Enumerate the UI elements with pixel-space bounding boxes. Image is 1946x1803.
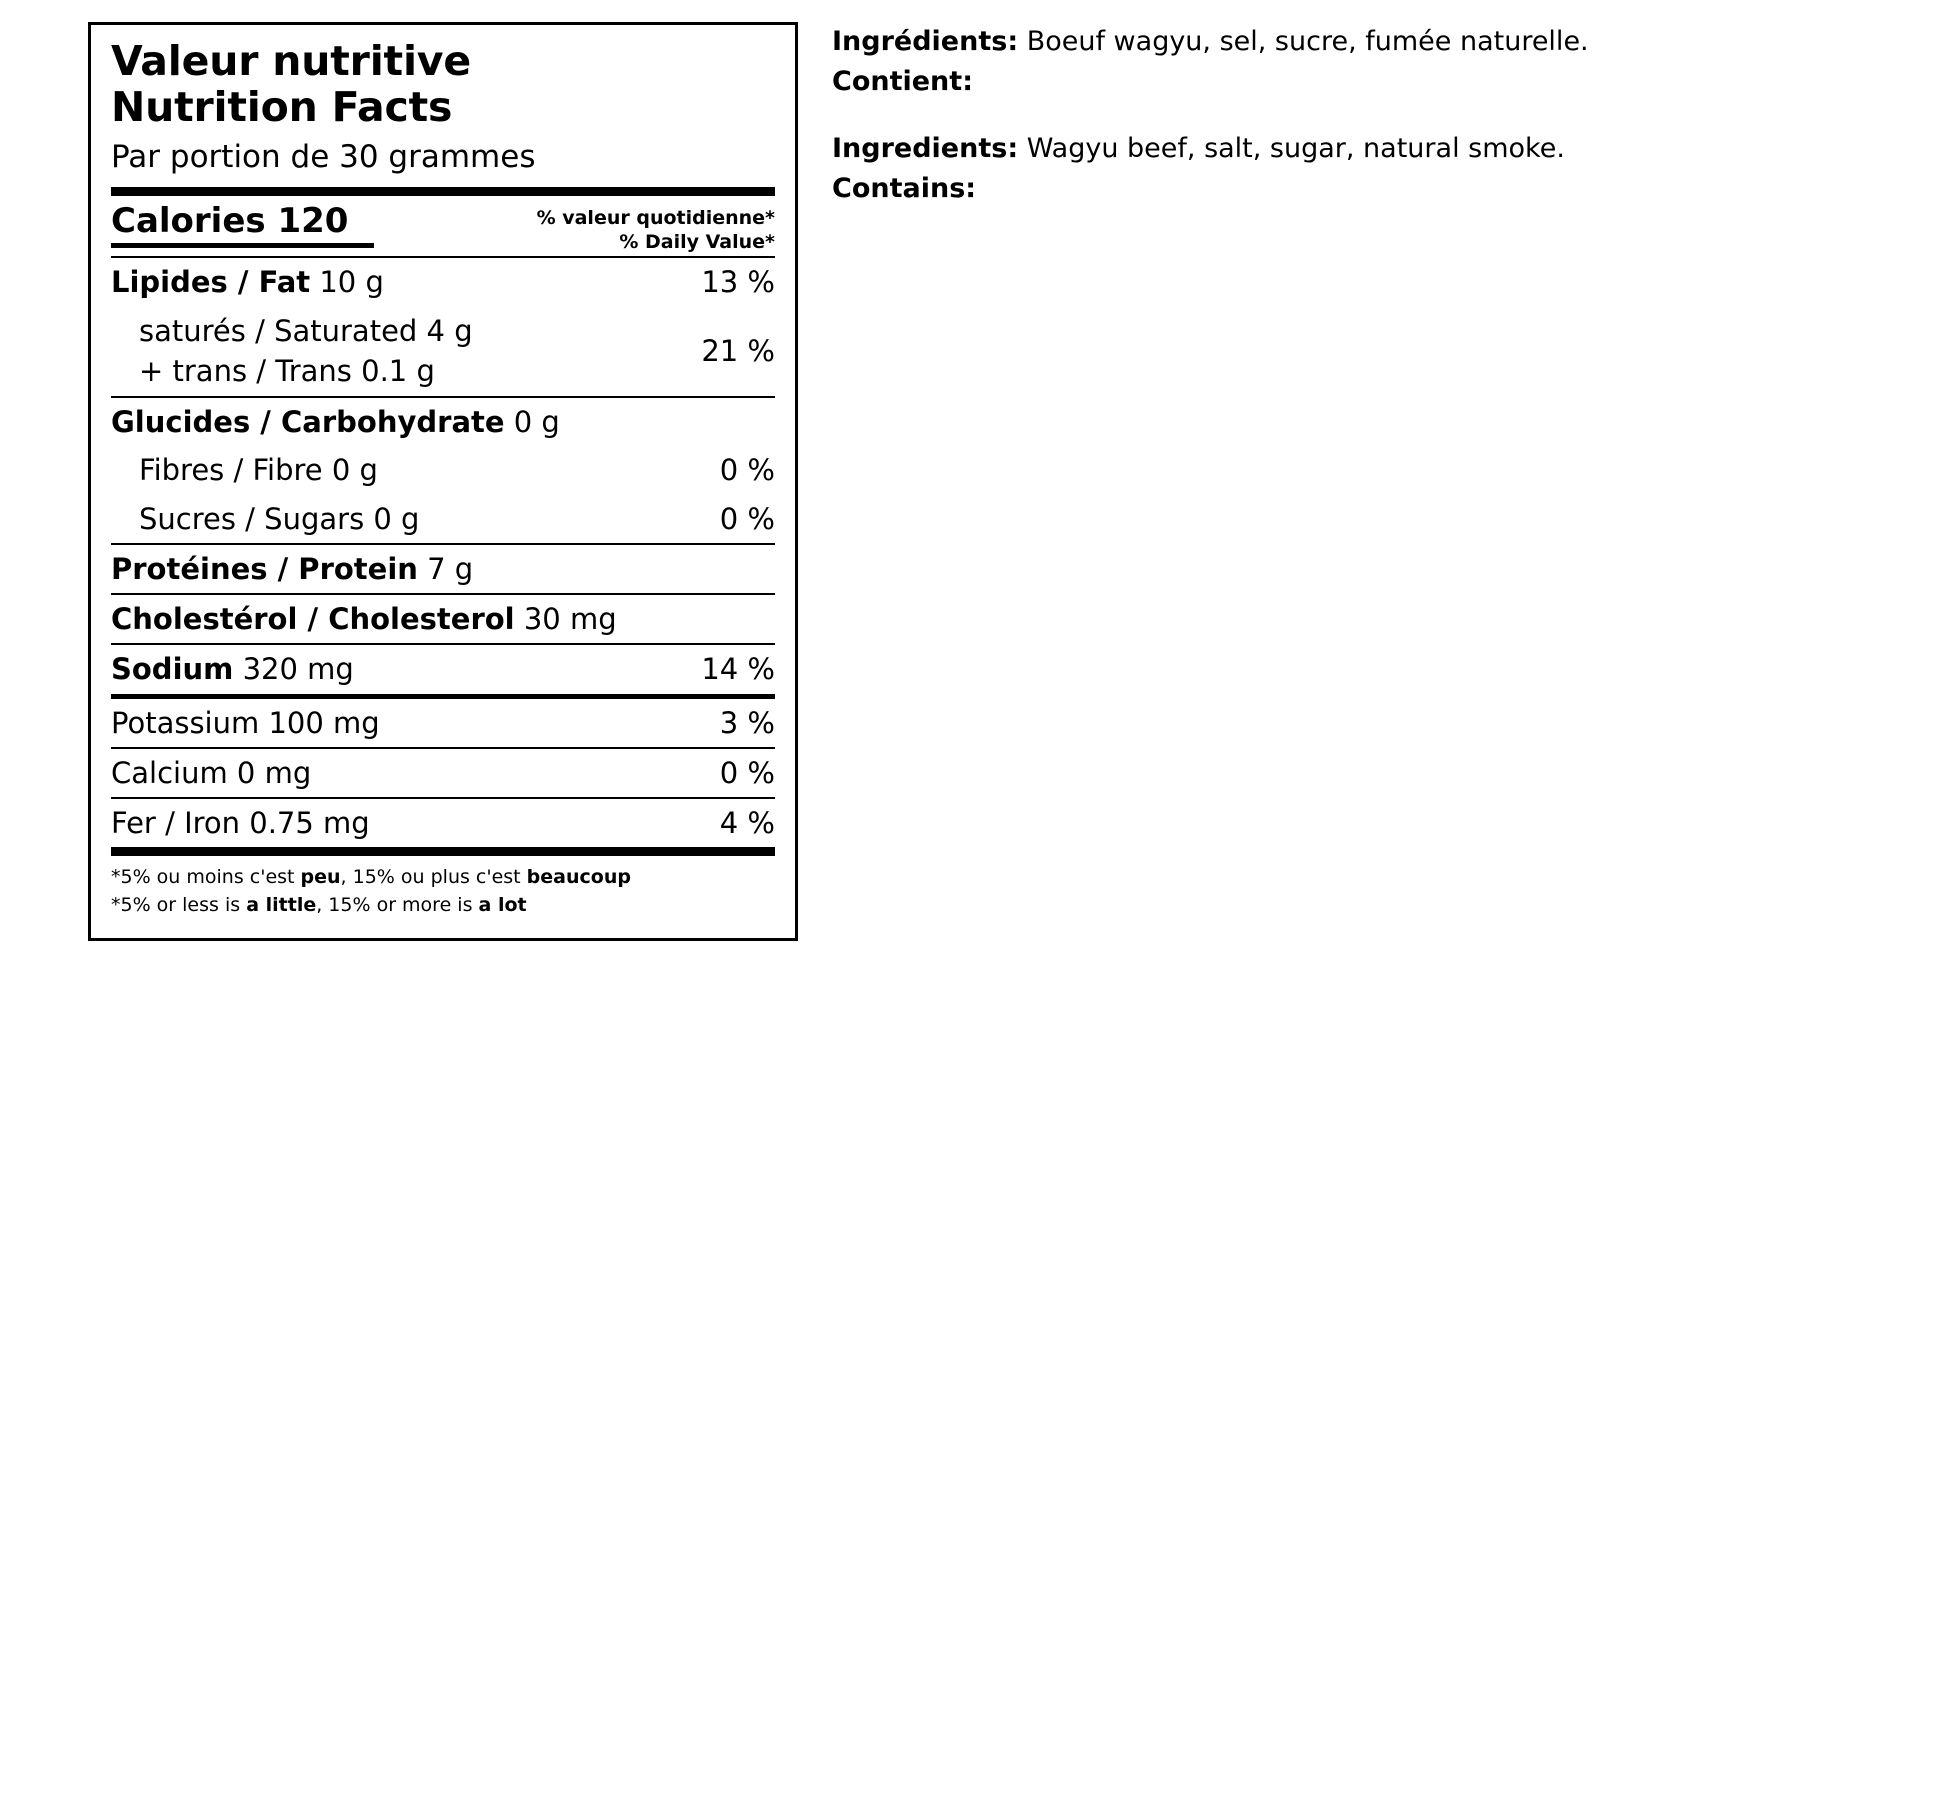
protein-label: Protéines / Protein — [111, 551, 418, 586]
footnote-fr-beaucoup: beaucoup — [526, 866, 631, 889]
table-row-iron — [111, 799, 775, 847]
iron-dv: 4 % — [719, 806, 775, 841]
nutrition-title-en: Nutrition Facts — [111, 82, 453, 131]
ingredients-en-text: Wagyu beef, salt, sugar, natural smoke. — [1018, 132, 1565, 164]
footnote-en-a-little: a little — [246, 894, 317, 917]
carbohydrate-amount: 0 g — [504, 405, 560, 440]
fibre-dv: 0 % — [719, 453, 775, 488]
contains-en-label: Contains: — [832, 172, 977, 204]
footnote-fr-part2: , 15% ou plus c'est — [340, 866, 527, 889]
table-row-cholesterol — [111, 595, 775, 643]
ingredients-fr-line — [832, 22, 1852, 62]
daily-value-header — [537, 202, 775, 255]
sugars-label: Sucres / Sugars 0 g — [139, 501, 420, 536]
cholesterol-label: Cholestérol / Cholesterol — [111, 602, 515, 637]
daily-value-header-en: % Daily Value* — [619, 230, 775, 253]
ingredients-fr-text: Boeuf wagyu, sel, sucre, fumée naturelle. — [1018, 26, 1589, 57]
footnote-en-a-lot: a lot — [478, 894, 527, 917]
fat-label: Lipides / Fat — [111, 265, 311, 300]
table-row-fat — [111, 258, 775, 306]
ingredients-block — [832, 22, 1852, 209]
footnote-en — [111, 892, 775, 920]
sodium-dv: 14 % — [701, 652, 775, 687]
table-row-sugars — [111, 495, 775, 543]
fat-amount: 10 g — [310, 265, 384, 300]
table-row-carbohydrate — [111, 398, 775, 446]
divider-thick-bottom — [111, 847, 775, 856]
calcium-label: Calcium 0 mg — [111, 755, 312, 790]
sugars-dv: 0 % — [719, 501, 775, 536]
footnote-en-part2: , 15% or more is — [316, 894, 479, 917]
contains-fr-label: Contient: — [832, 66, 973, 98]
table-row-calcium — [111, 749, 775, 797]
cholesterol-amount: 30 mg — [514, 602, 617, 637]
carbohydrate-label: Glucides / Carbohydrate — [111, 405, 505, 440]
sodium-amount: 320 mg — [233, 652, 354, 687]
ingredients-en-label: Ingredients: — [832, 132, 1019, 164]
table-row-protein — [111, 545, 775, 593]
calcium-dv: 0 % — [719, 755, 775, 790]
contains-en-line — [832, 169, 1852, 209]
table-row-sodium — [111, 645, 775, 693]
serving-size: Par portion de 30 grammes — [111, 138, 536, 175]
divider-thick-top — [111, 187, 775, 196]
iron-label: Fer / Iron 0.75 mg — [111, 806, 370, 841]
potassium-dv: 3 % — [719, 705, 775, 740]
contains-fr-line — [832, 62, 1852, 102]
fat-dv: 13 % — [701, 265, 775, 300]
footnote-en-part1: *5% or less is — [111, 894, 247, 917]
saturated-fat-label: saturés / Saturated 4 g — [139, 313, 473, 348]
table-row-potassium — [111, 699, 775, 747]
table-row-saturated-trans — [111, 307, 775, 397]
footnote-fr — [111, 864, 775, 892]
ingredients-spacer — [832, 103, 1852, 129]
ingredients-en-line — [832, 129, 1852, 169]
potassium-label: Potassium 100 mg — [111, 705, 380, 740]
fibre-label: Fibres / Fibre 0 g — [139, 453, 378, 488]
ingredients-fr-label: Ingrédients: — [832, 26, 1019, 57]
calories-label: Calories 120 — [111, 202, 374, 248]
footnote-fr-peu: peu — [300, 866, 341, 889]
footnote-fr-part1: *5% ou moins c'est — [111, 866, 301, 889]
nutrition-title-fr: Valeur nutritive — [111, 37, 471, 85]
table-row-fibre — [111, 446, 775, 494]
saturated-trans-dv: 21 % — [701, 333, 775, 368]
sodium-label: Sodium — [111, 652, 234, 687]
calories-row — [111, 196, 775, 257]
nutrition-facts-panel — [88, 22, 798, 941]
protein-amount: 7 g — [417, 551, 474, 586]
footnote — [111, 856, 775, 919]
daily-value-header-fr: % valeur quotidienne* — [536, 206, 775, 229]
trans-fat-label: + trans / Trans 0.1 g — [139, 353, 435, 388]
